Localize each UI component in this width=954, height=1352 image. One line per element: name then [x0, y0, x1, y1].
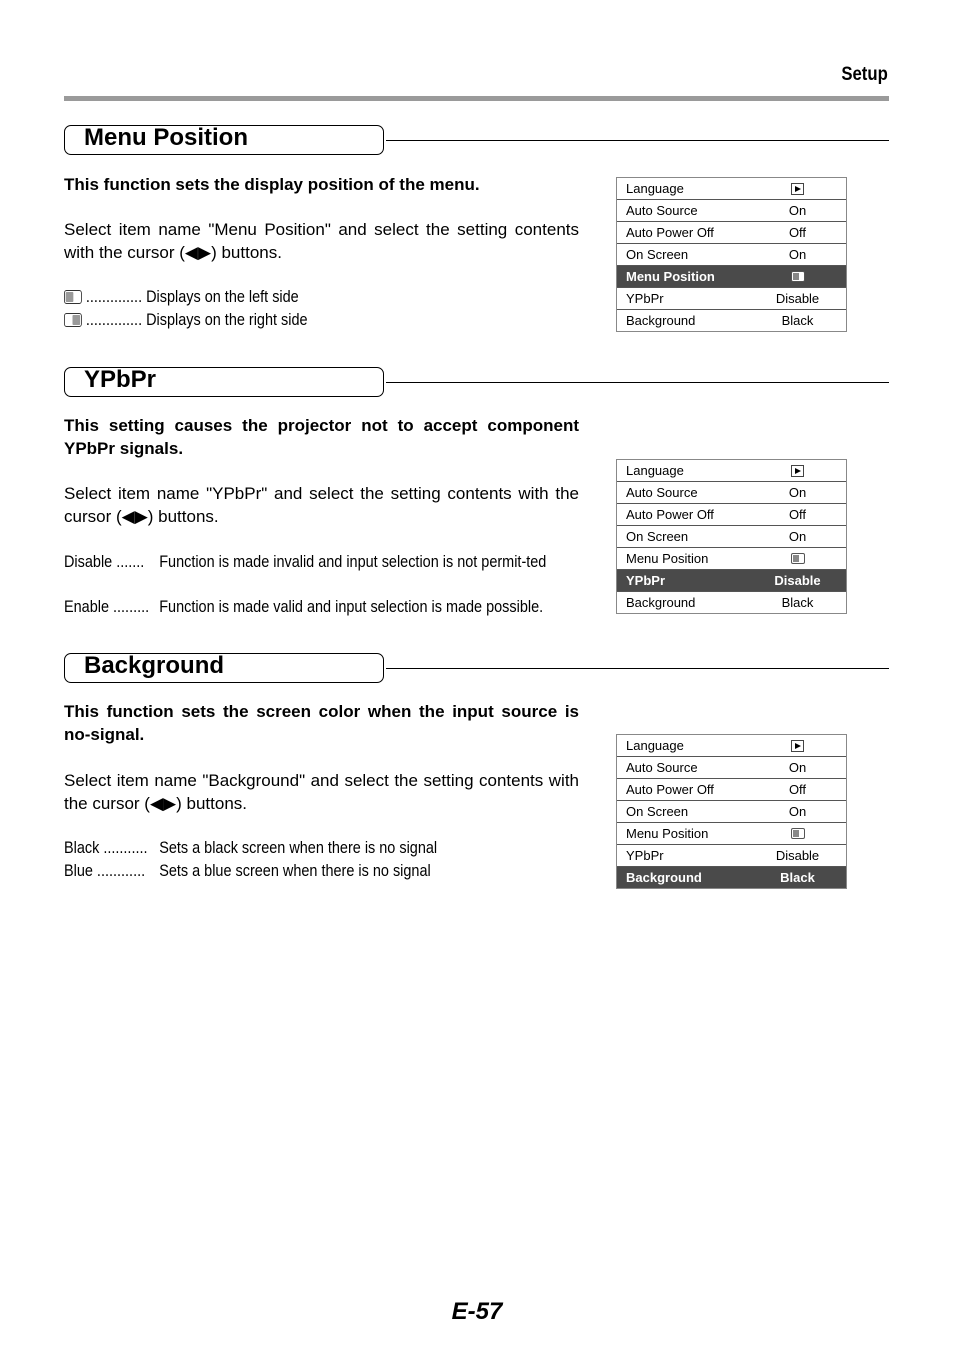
submenu-arrow-icon	[791, 740, 804, 752]
menu-row-value: Off	[788, 782, 807, 797]
menu-row-background	[617, 592, 846, 613]
section-title-box	[64, 125, 384, 155]
instruction-text: Select item name "Menu Position" and select the setting contents with the cursor (◀▶) buttons.	[64, 220, 579, 262]
menu-row-label: Auto Power Off	[626, 225, 714, 240]
menu-row-value: Black	[781, 313, 814, 328]
option-text: Sets a black screen when there is no signal	[159, 838, 438, 857]
menu-left-position-icon	[791, 553, 805, 564]
menu-row-on-screen	[617, 801, 846, 823]
osd-menu-screenshot	[616, 459, 847, 614]
submenu-arrow-icon	[791, 183, 804, 195]
menu-row-label: Menu Position	[626, 826, 709, 841]
menu-row-value: Off	[788, 225, 807, 240]
menu-row-label: Background	[626, 595, 696, 610]
option-label: Enable .........	[64, 597, 150, 616]
intro-text: This function sets the screen color when the input source is no-signal.	[64, 702, 579, 744]
menu-right-position-icon	[64, 313, 82, 327]
menu-row-on-screen	[617, 526, 846, 548]
instruction-text: Select item name "Background" and select the setting contents with the cursor (◀▶) buttons.	[64, 771, 579, 813]
option-label: Black ...........	[64, 838, 148, 857]
menu-row-background	[617, 310, 846, 331]
section-title: Background	[84, 652, 225, 679]
section-title: Menu Position	[84, 124, 248, 151]
menu-row-value: On	[788, 247, 807, 262]
menu-row-value: Disable	[775, 291, 820, 306]
option-row	[64, 551, 584, 573]
header-section-label: Setup	[841, 64, 888, 85]
option-row	[64, 286, 299, 308]
osd-menu-screenshot	[616, 177, 847, 332]
menu-row-value: Black	[781, 595, 814, 610]
menu-row-ypbpr	[617, 845, 846, 867]
section-title-box	[64, 367, 384, 397]
menu-row-auto-source	[617, 482, 846, 504]
menu-row-label: Menu Position	[626, 551, 709, 566]
menu-row-value: On	[788, 804, 807, 819]
menu-row-label: Language	[626, 738, 684, 753]
menu-row-value: Black	[780, 870, 815, 885]
menu-row-value: Off	[788, 507, 807, 522]
option-row	[64, 309, 308, 331]
option-label: Blue ............	[64, 861, 146, 880]
instruction-text: Select item name "YPbPr" and select the setting contents with the cursor (◀▶) buttons.	[64, 484, 579, 526]
menu-row-auto-power-off	[617, 222, 846, 244]
section-title: YPbPr	[84, 366, 157, 393]
menu-row-label: Auto Source	[626, 760, 698, 775]
menu-row-value: On	[788, 485, 807, 500]
menu-row-label: YPbPr	[626, 291, 664, 306]
menu-row-language	[617, 735, 846, 757]
menu-row-auto-source	[617, 200, 846, 222]
menu-row-label: Auto Power Off	[626, 507, 714, 522]
menu-row-label: Auto Source	[626, 203, 698, 218]
section-title-box	[64, 653, 384, 683]
menu-row-label: On Screen	[626, 247, 689, 262]
menu-row-label: Auto Power Off	[626, 782, 714, 797]
title-rule	[386, 668, 889, 669]
menu-row-auto-source	[617, 757, 846, 779]
menu-row-label: On Screen	[626, 804, 689, 819]
menu-row-on-screen	[617, 244, 846, 266]
menu-row-value: Disable	[774, 573, 821, 588]
osd-menu-screenshot	[616, 734, 847, 889]
menu-row-label: Auto Source	[626, 485, 698, 500]
menu-row-language	[617, 460, 846, 482]
option-text: Displays on the right side	[146, 310, 308, 329]
menu-row-label: Language	[626, 181, 684, 196]
option-row	[64, 860, 431, 882]
menu-row-label: Language	[626, 463, 684, 478]
menu-row-label: Menu Position	[626, 269, 715, 284]
option-text: Sets a blue screen when there is no signal	[159, 861, 431, 880]
title-rule	[386, 140, 889, 141]
submenu-arrow-icon	[791, 465, 804, 477]
menu-row-auto-power-off	[617, 504, 846, 526]
menu-row-label: Background	[626, 313, 696, 328]
menu-row-value: On	[788, 760, 807, 775]
menu-left-position-icon	[64, 290, 82, 304]
option-text: Displays on the left side	[146, 287, 299, 306]
menu-row-value: On	[788, 529, 807, 544]
menu-row-menu-position	[617, 266, 846, 288]
menu-row-menu-position	[617, 548, 846, 570]
menu-row-label: YPbPr	[626, 848, 664, 863]
intro-text: This setting causes the projector not to accept component YPbPr signals.	[64, 416, 579, 458]
menu-row-value: On	[788, 203, 807, 218]
intro-text: This function sets the display position of the menu.	[64, 175, 480, 194]
menu-row-ypbpr	[617, 570, 846, 592]
menu-row-label: Background	[626, 870, 702, 885]
header-rule	[64, 96, 889, 101]
option-row	[64, 837, 437, 859]
menu-left-position-icon	[791, 828, 805, 839]
menu-row-ypbpr	[617, 288, 846, 310]
menu-row-language	[617, 178, 846, 200]
option-label: Disable .......	[64, 552, 145, 571]
menu-row-value: Disable	[775, 848, 820, 863]
menu-row-background	[617, 867, 846, 888]
option-dots: ..............	[85, 310, 143, 329]
menu-row-menu-position	[617, 823, 846, 845]
page-number: E-57	[451, 1298, 503, 1325]
menu-row-auto-power-off	[617, 779, 846, 801]
menu-row-label: YPbPr	[626, 573, 666, 588]
menu-left-position-icon	[791, 271, 805, 282]
option-row	[64, 596, 543, 618]
option-dots: ..............	[85, 287, 143, 306]
menu-row-label: On Screen	[626, 529, 689, 544]
title-rule	[386, 382, 889, 383]
option-text: Function is made invalid and input selection is not permit-ted	[159, 552, 547, 571]
option-text: Function is made valid and input selection is made possible.	[159, 597, 544, 616]
